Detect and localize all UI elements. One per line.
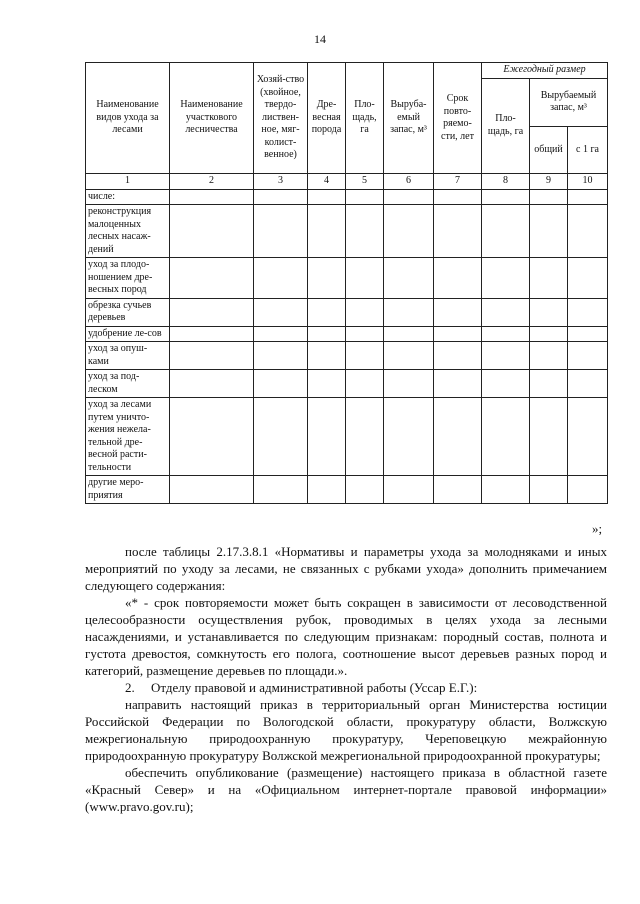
column-number: 5 (346, 174, 384, 190)
numbered-item: 2. Отделу правовой и административной работы (Уссар Е.Г.): (125, 680, 478, 695)
header-area: Пло-щадь, га (346, 63, 384, 174)
paragraph: после таблицы 2.17.3.8.1 «Нормативы и параметры ухода за молодняками и иных мероприятий по уходу за лесами, не связанных с рубками ухода» дополнить примечанием следующего содержания: (85, 544, 607, 593)
column-number: 7 (434, 174, 482, 190)
row-label: удобрение ле-сов (86, 326, 170, 342)
table-row (86, 342, 608, 370)
row-label: обрезка сучьев деревьев (86, 298, 170, 326)
row-label: числе: (86, 189, 170, 205)
header-harvest-volume: Вырубаемый запас, м³ (530, 78, 608, 127)
closing-quote: »; (592, 521, 603, 536)
header-volume-per-ha: с 1 га (568, 127, 608, 174)
column-number: 6 (384, 174, 434, 190)
column-number: 2 (170, 174, 254, 190)
header-volume-total: общий (530, 127, 568, 174)
table-row (86, 205, 608, 258)
row-label: уход за плодо-ношением дре-весных пород (86, 258, 170, 299)
table-row (86, 398, 608, 476)
table-row (86, 298, 608, 326)
table-row (86, 326, 608, 342)
column-number: 8 (482, 174, 530, 190)
table-row (86, 189, 608, 205)
table-row (86, 370, 608, 398)
table-row (86, 258, 608, 299)
paragraph: направить настоящий приказ в территориальный орган Министерства юстиции Российской Федерации по Вологодской области, прокуратуру области, Волжскую межрегиональную природоохранную прокуратуру, Череповецкую межрайонную природоохранную прокуратуру Волжской межрегиональной природоохранной прокуратуры; (85, 697, 607, 763)
forest-care-table (85, 62, 608, 504)
table-row (86, 476, 608, 504)
row-label: реконструкция малоценных лесных насаж-дений (86, 205, 170, 258)
column-number: 10 (568, 174, 608, 190)
page-number: 14 (314, 32, 326, 46)
row-label: уход за под-леском (86, 370, 170, 398)
paragraph: «* - срок повторяемости может быть сокращен в зависимости от лесоводственной целесообразности осуществления рубок, проводимых в целях ухода за лесными насаждениями, и устанавливается по следующим признакам: породный состав, полнота и густота древостоя, сомкнутость его полога, соотношение высот деревьев разных пород и категорий, размещение деревьев по площади.». (85, 595, 607, 678)
header-care-type: Наименование видов ухода за лесами (86, 63, 170, 174)
header-annual-area: Пло-щадь, га (482, 78, 530, 174)
header-volume: Выруба-емый запас, м³ (384, 63, 434, 174)
paragraph: обеспечить опубликование (размещение) настоящего приказа в областной газете «Красный Север» и на «Официальном интернет-портале правовой информации» (www.pravo.gov.ru); (85, 765, 607, 814)
column-number: 3 (254, 174, 308, 190)
header-annual-size: Ежегодный размер (482, 63, 608, 79)
column-number: 4 (308, 174, 346, 190)
column-number: 1 (86, 174, 170, 190)
row-label: уход за опуш-ками (86, 342, 170, 370)
body-text (85, 543, 607, 815)
row-label: другие меро-приятия (86, 476, 170, 504)
column-number: 9 (530, 174, 568, 190)
header-economy: Хозяй-ство (хвойное, твердо-листвен-ное, мяг-колист-венное) (254, 63, 308, 174)
header-district: Наименование участкового лесничества (170, 63, 254, 174)
column-number-row (86, 174, 608, 190)
header-repeat-period: Срок повто-ряемо-сти, лет (434, 63, 482, 174)
header-species: Дре-весная порода (308, 63, 346, 174)
row-label: уход за лесами путем уничто-жения нежела-тельной дре-весной расти-тельности (86, 398, 170, 476)
